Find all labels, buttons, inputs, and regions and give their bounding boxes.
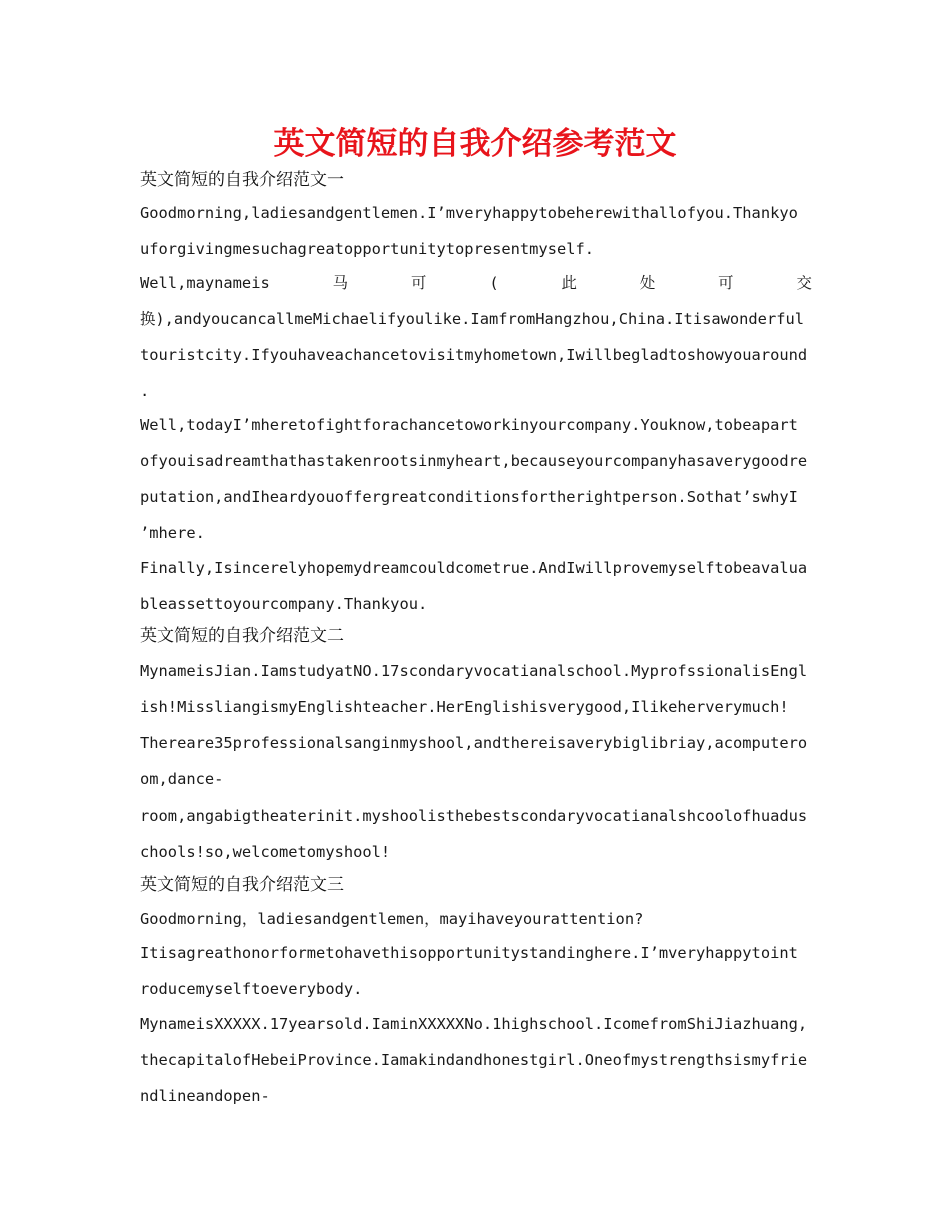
paragraph-line: ofyouisadreamthathastakenrootsinmyheart,becauseyourcompanyhasaverygoodre: [140, 452, 808, 470]
paragraph-line: Well,todayI’mheretofightforachancetoworkinyourcompany.Youknow,tobeapart: [140, 416, 798, 434]
paragraph-line: ’mhere.: [140, 524, 205, 542]
section-heading-3: 英文简短的自我介绍范文三: [140, 875, 344, 895]
paragraph-line: uforgivingmesuchagreatopportunitytopresentmyself.: [140, 240, 595, 258]
word: 交: [796, 274, 812, 292]
paragraph-line: chools!so,welcometomyshool!: [140, 843, 391, 861]
word: 处: [639, 274, 656, 292]
paragraph-line: om,dance-: [140, 770, 224, 788]
paragraph-line-justified: [140, 272, 812, 294]
paragraph-line: touristcity.Ifyouhaveachancetovisitmyhometown,Iwillbegladtoshowyouaround: [140, 346, 808, 364]
paragraph-line: 换),andyoucancallmeMichaelifyoulike.IamfromHangzhou,China.Itisawonderful: [140, 310, 805, 328]
paragraph-line: .: [140, 382, 150, 400]
paragraph-line: bleassettoyourcompany.Thankyou.: [140, 595, 428, 613]
paragraph-line: room,angabigtheaterinit.myshoolisthebestscondaryvocatianalshcoolofhuadus: [140, 807, 808, 825]
paragraph-line: Itisagreathonorformetohavethisopportunitystandinghere.I’mveryhappytoint: [140, 944, 798, 962]
word: 可: [410, 274, 427, 292]
section-heading-2: 英文简短的自我介绍范文二: [140, 626, 344, 646]
word: (: [489, 274, 499, 292]
paragraph-line: putation,andIheardyouoffergreatconditionsfortherightperson.Sothat’swhyI: [140, 488, 798, 506]
paragraph-line: thecapitalofHebeiProvince.Iamakindandhonestgirl.Oneofmystrengthsismyfrie: [140, 1051, 808, 1069]
paragraph-line: ish!MissliangismyEnglishteacher.HerEnglishisverygood,Ilikeherverymuch!: [140, 698, 789, 716]
paragraph-line: MynameisXXXXX.17yearsold.IaminXXXXXNo.1highschool.IcomefromShiJiazhuang,: [140, 1015, 808, 1033]
document-title: 英文简短的自我介绍参考范文: [273, 126, 677, 162]
word: 可: [718, 274, 734, 292]
paragraph-line: Goodmorning，ladiesandgentlemen，mayihaveyourattention?: [140, 910, 644, 928]
paragraph-line: ndlineandopen-: [140, 1087, 270, 1105]
paragraph-line: Finally,Isincerelyhopemydreamcouldcometrue.AndIwillprovemyselftobeavalua: [140, 559, 808, 577]
paragraph-line: Thereare35professionalsanginmyshool,andthereisaverybiglibriay,acomputero: [140, 734, 808, 752]
word: Well,maynameis: [140, 274, 270, 292]
paragraph-line: Goodmorning,ladiesandgentlemen.I’mveryhappytobeherewithallofyou.Thankyo: [140, 204, 798, 222]
word: 马: [332, 274, 349, 292]
paragraph-line: MynameisJian.IamstudyatNO.17scondaryvocatianalschool.MyprofssionalisEngl: [140, 662, 808, 680]
section-heading-1: 英文简短的自我介绍范文一: [140, 170, 344, 190]
paragraph-line: roducemyselftoeverybody.: [140, 980, 363, 998]
word: 此: [561, 274, 577, 292]
